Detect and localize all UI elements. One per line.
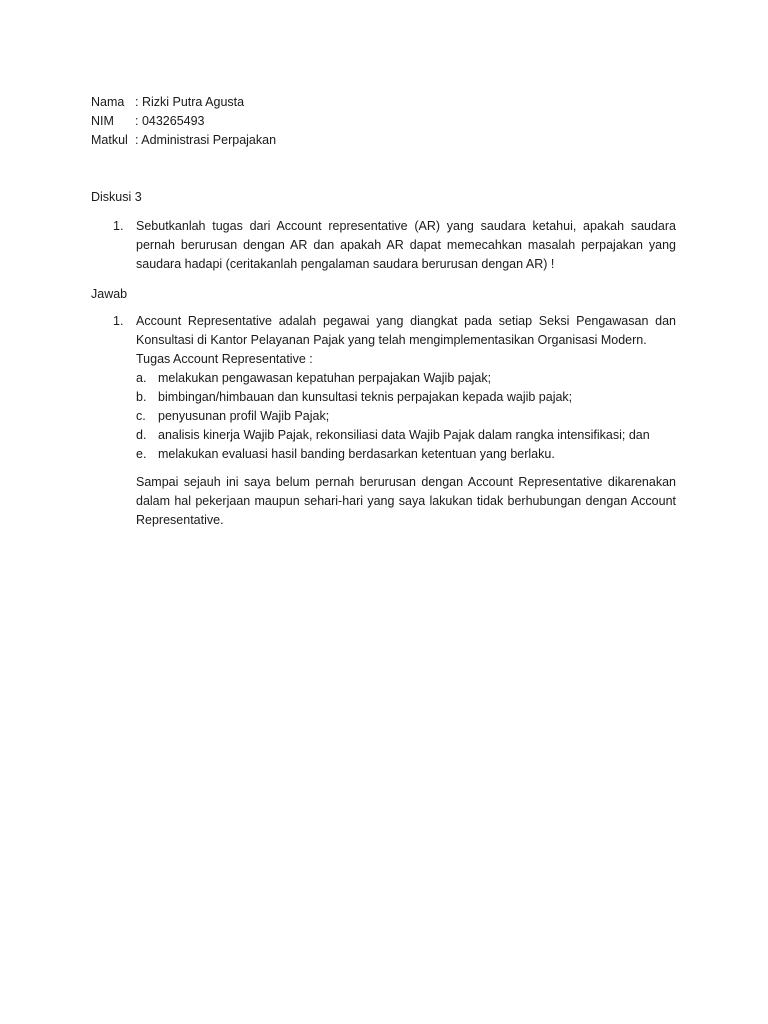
task-text: bimbingan/himbauan dan kunsultasi teknis perpajakan kepada wajib pajak;: [158, 390, 573, 404]
tasks-heading: Tugas Account Representative :: [136, 352, 313, 366]
task-text: melakukan pengawasan kepatuhan perpajakan Wajib pajak;: [158, 371, 492, 385]
task-text: penyusunan profil Wajib Pajak;: [158, 409, 330, 423]
nim-value: : 043265493: [135, 114, 205, 128]
name-value: : Rizki Putra Agusta: [135, 95, 245, 109]
answer-item: [113, 312, 676, 530]
name-row: [91, 93, 276, 112]
discussion-title: Diskusi 3: [91, 190, 142, 204]
task-letter: e.: [136, 447, 147, 461]
task-letter: d.: [136, 428, 147, 442]
answer-definition: Account Representative adalah pegawai yang diangkat pada setiap Seksi Pengawasan dan Konsultasi di Kantor Pelayanan Pajak yang telah mengimplementasikan Organisasi Modern.: [136, 314, 676, 347]
list-item: [136, 407, 676, 426]
answer-body: [136, 312, 676, 530]
course-value: : Administrasi Perpajakan: [135, 133, 277, 147]
question-number: 1.: [113, 219, 124, 233]
list-item: [136, 388, 676, 407]
task-letter: a.: [136, 371, 147, 385]
task-text: melakukan evaluasi hasil banding berdasarkan ketentuan yang berlaku.: [158, 447, 555, 461]
answer-number: 1.: [113, 314, 124, 328]
list-item: [136, 369, 676, 388]
list-item: [136, 445, 676, 464]
task-text: analisis kinerja Wajib Pajak, rekonsiliasi data Wajib Pajak dalam rangka intensifikasi; dan: [158, 428, 650, 442]
task-letter: c.: [136, 409, 146, 423]
question-item: [113, 217, 676, 274]
task-letter: b.: [136, 390, 147, 404]
answer-title: Jawab: [91, 287, 128, 301]
name-label: Nama: [91, 95, 125, 109]
course-row: [91, 131, 276, 150]
nim-label: NIM: [91, 114, 114, 128]
nim-row: [91, 112, 276, 131]
list-item: [136, 426, 676, 445]
tasks-list: [136, 369, 676, 464]
question-text: Sebutkanlah tugas dari Account representative (AR) yang saudara ketahui, apakah saudara pernah berurusan dengan AR dan apakah AR dapat memecahkan masalah perpajakan yang saudara hadapi (ceritakanlah pengalaman saudara berurusan dengan AR) !: [136, 219, 676, 271]
course-label: Matkul: [91, 133, 128, 147]
student-info: [91, 93, 276, 150]
answer-conclusion: Sampai sejauh ini saya belum pernah berurusan dengan Account Representative dikarenakan dalam hal pekerjaan maupun sehari-hari yang saya lakukan tidak berhubungan dengan Account Representative.: [136, 475, 676, 527]
